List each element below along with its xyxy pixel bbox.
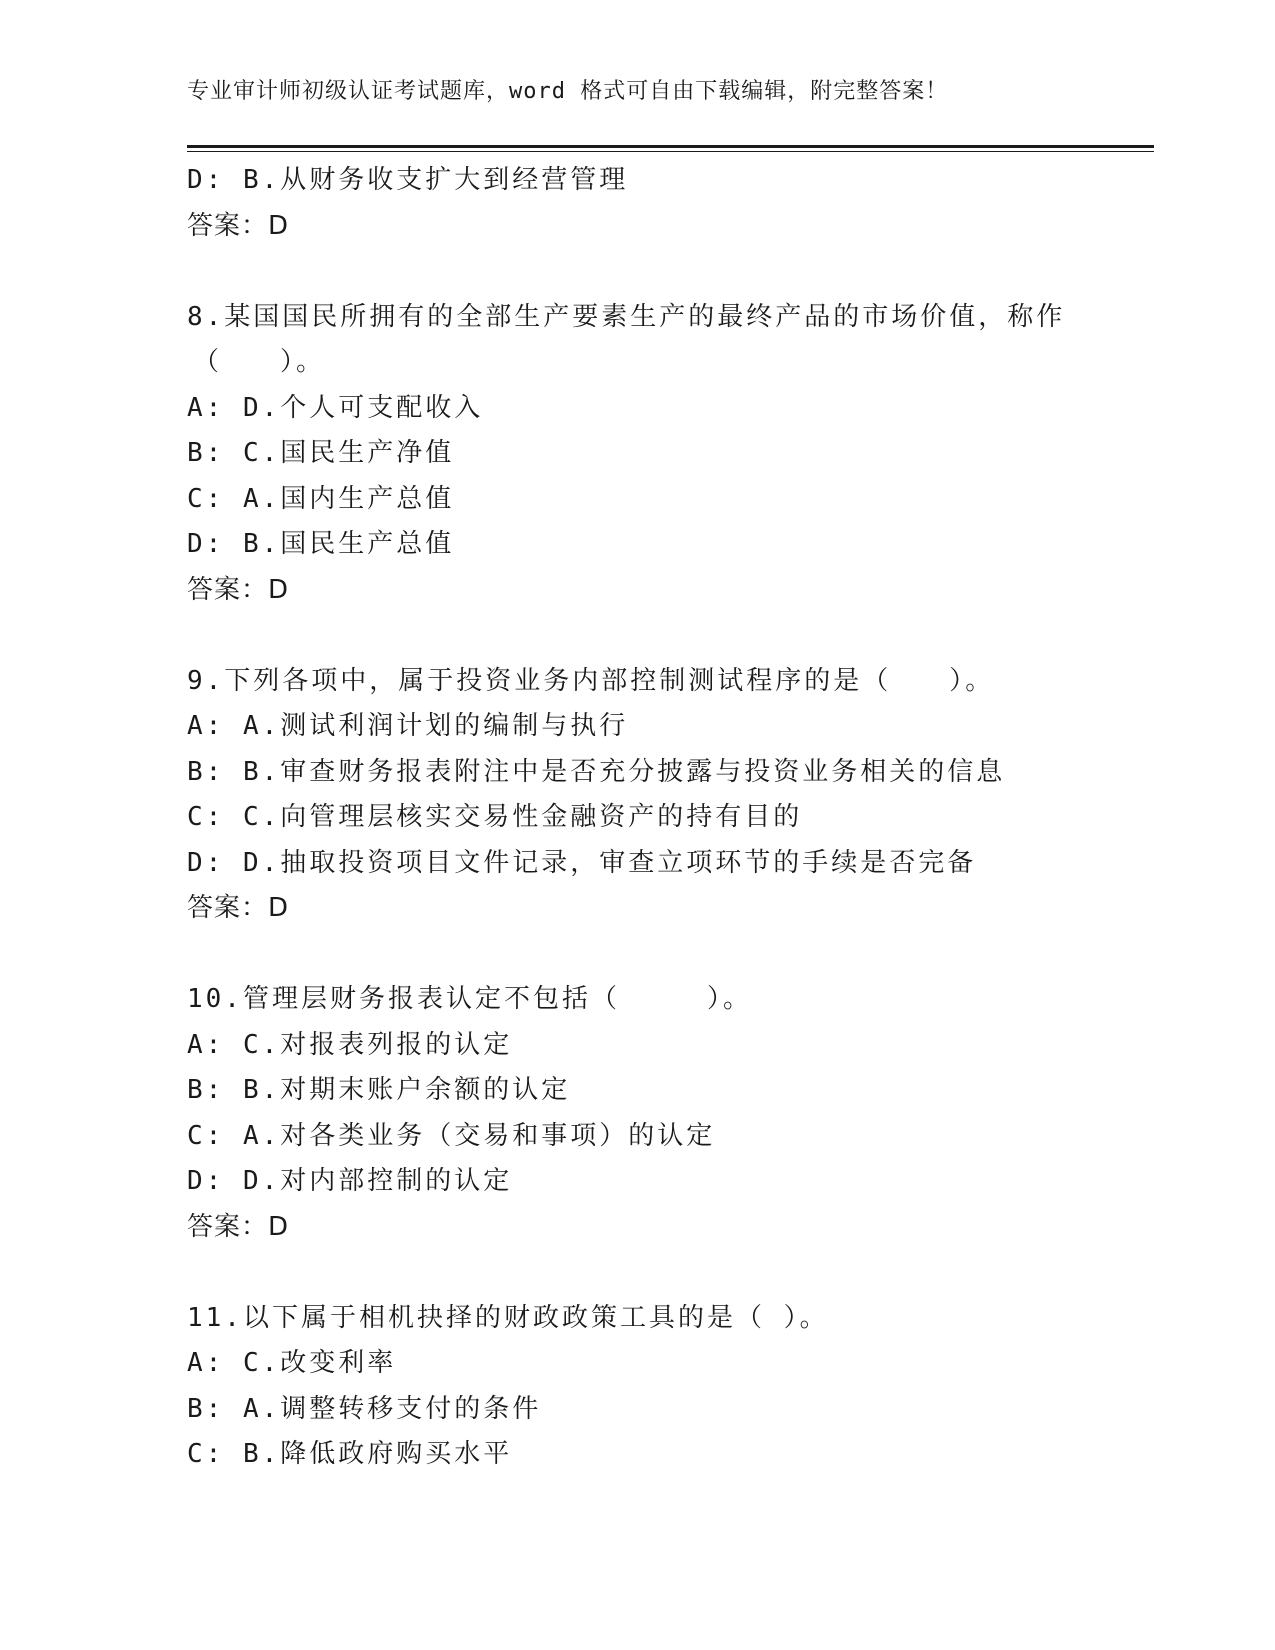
spacer: [187, 932, 1147, 978]
q8-option-a: A: D.个人可支配收入: [187, 392, 484, 423]
spacer: [187, 1250, 1147, 1296]
q8-option-c: C: A.国内生产总值: [187, 483, 455, 514]
q10-stem: 10.管理层财务报表认定不包括（ ）。: [187, 984, 752, 1014]
page-header: 专业审计师初级认证考试题库，word 格式可自由下载编辑，附完整答案！: [187, 79, 949, 104]
q8-stem-continued: （ ）。: [193, 347, 326, 377]
spacer: [187, 613, 1147, 659]
q9-answer: 答案：D: [187, 893, 290, 923]
q8-option-b: B: C.国民生产净值: [187, 438, 455, 468]
q10-option-b: B: B.对期末账户余额的认定: [187, 1075, 571, 1105]
header-rule-thin: [187, 151, 1154, 152]
q9-option-a: A: A.测试利润计划的编制与执行: [187, 711, 629, 741]
q8-answer: 答案：D: [187, 574, 290, 605]
q9-option-c: C: C.向管理层核实交易性金融资产的持有目的: [187, 802, 803, 832]
q10-option-a: A: C.对报表列报的认定: [187, 1029, 513, 1060]
question-list: [187, 158, 1147, 1478]
q10-option-d: D: D.对内部控制的认定: [187, 1166, 513, 1196]
q11-option-c: C: B.降低政府购买水平: [187, 1439, 513, 1469]
q10-answer: 答案：D: [187, 1211, 290, 1242]
q11-option-b: B: A.调整转移支付的条件: [187, 1393, 542, 1424]
q8-stem: 8.某国国民所拥有的全部生产要素生产的最终产品的市场价值，称作: [187, 301, 1066, 332]
q9-stem: 9.下列各项中，属于投资业务内部控制测试程序的是（ ）。: [187, 665, 995, 696]
q10-option-c: C: A.对各类业务（交易和事项）的认定: [187, 1120, 716, 1151]
q11-stem: 11.以下属于相机抉择的财政政策工具的是（ ）。: [187, 1302, 829, 1333]
q11-option-a: A: C.改变利率: [187, 1348, 397, 1378]
q7-option-d: D: B.从财务收支扩大到经营管理: [187, 165, 629, 195]
header-rule-thick: [187, 145, 1154, 148]
q9-option-d: D: D.抽取投资项目文件记录，审查立项环节的手续是否完备: [187, 847, 977, 878]
spacer: [187, 249, 1147, 295]
q8-option-d: D: B.国民生产总值: [187, 529, 455, 559]
q9-option-b: B: B.审查财务报表附注中是否充分披露与投资业务相关的信息: [187, 756, 1006, 787]
q7-answer: 答案：D: [187, 210, 290, 241]
